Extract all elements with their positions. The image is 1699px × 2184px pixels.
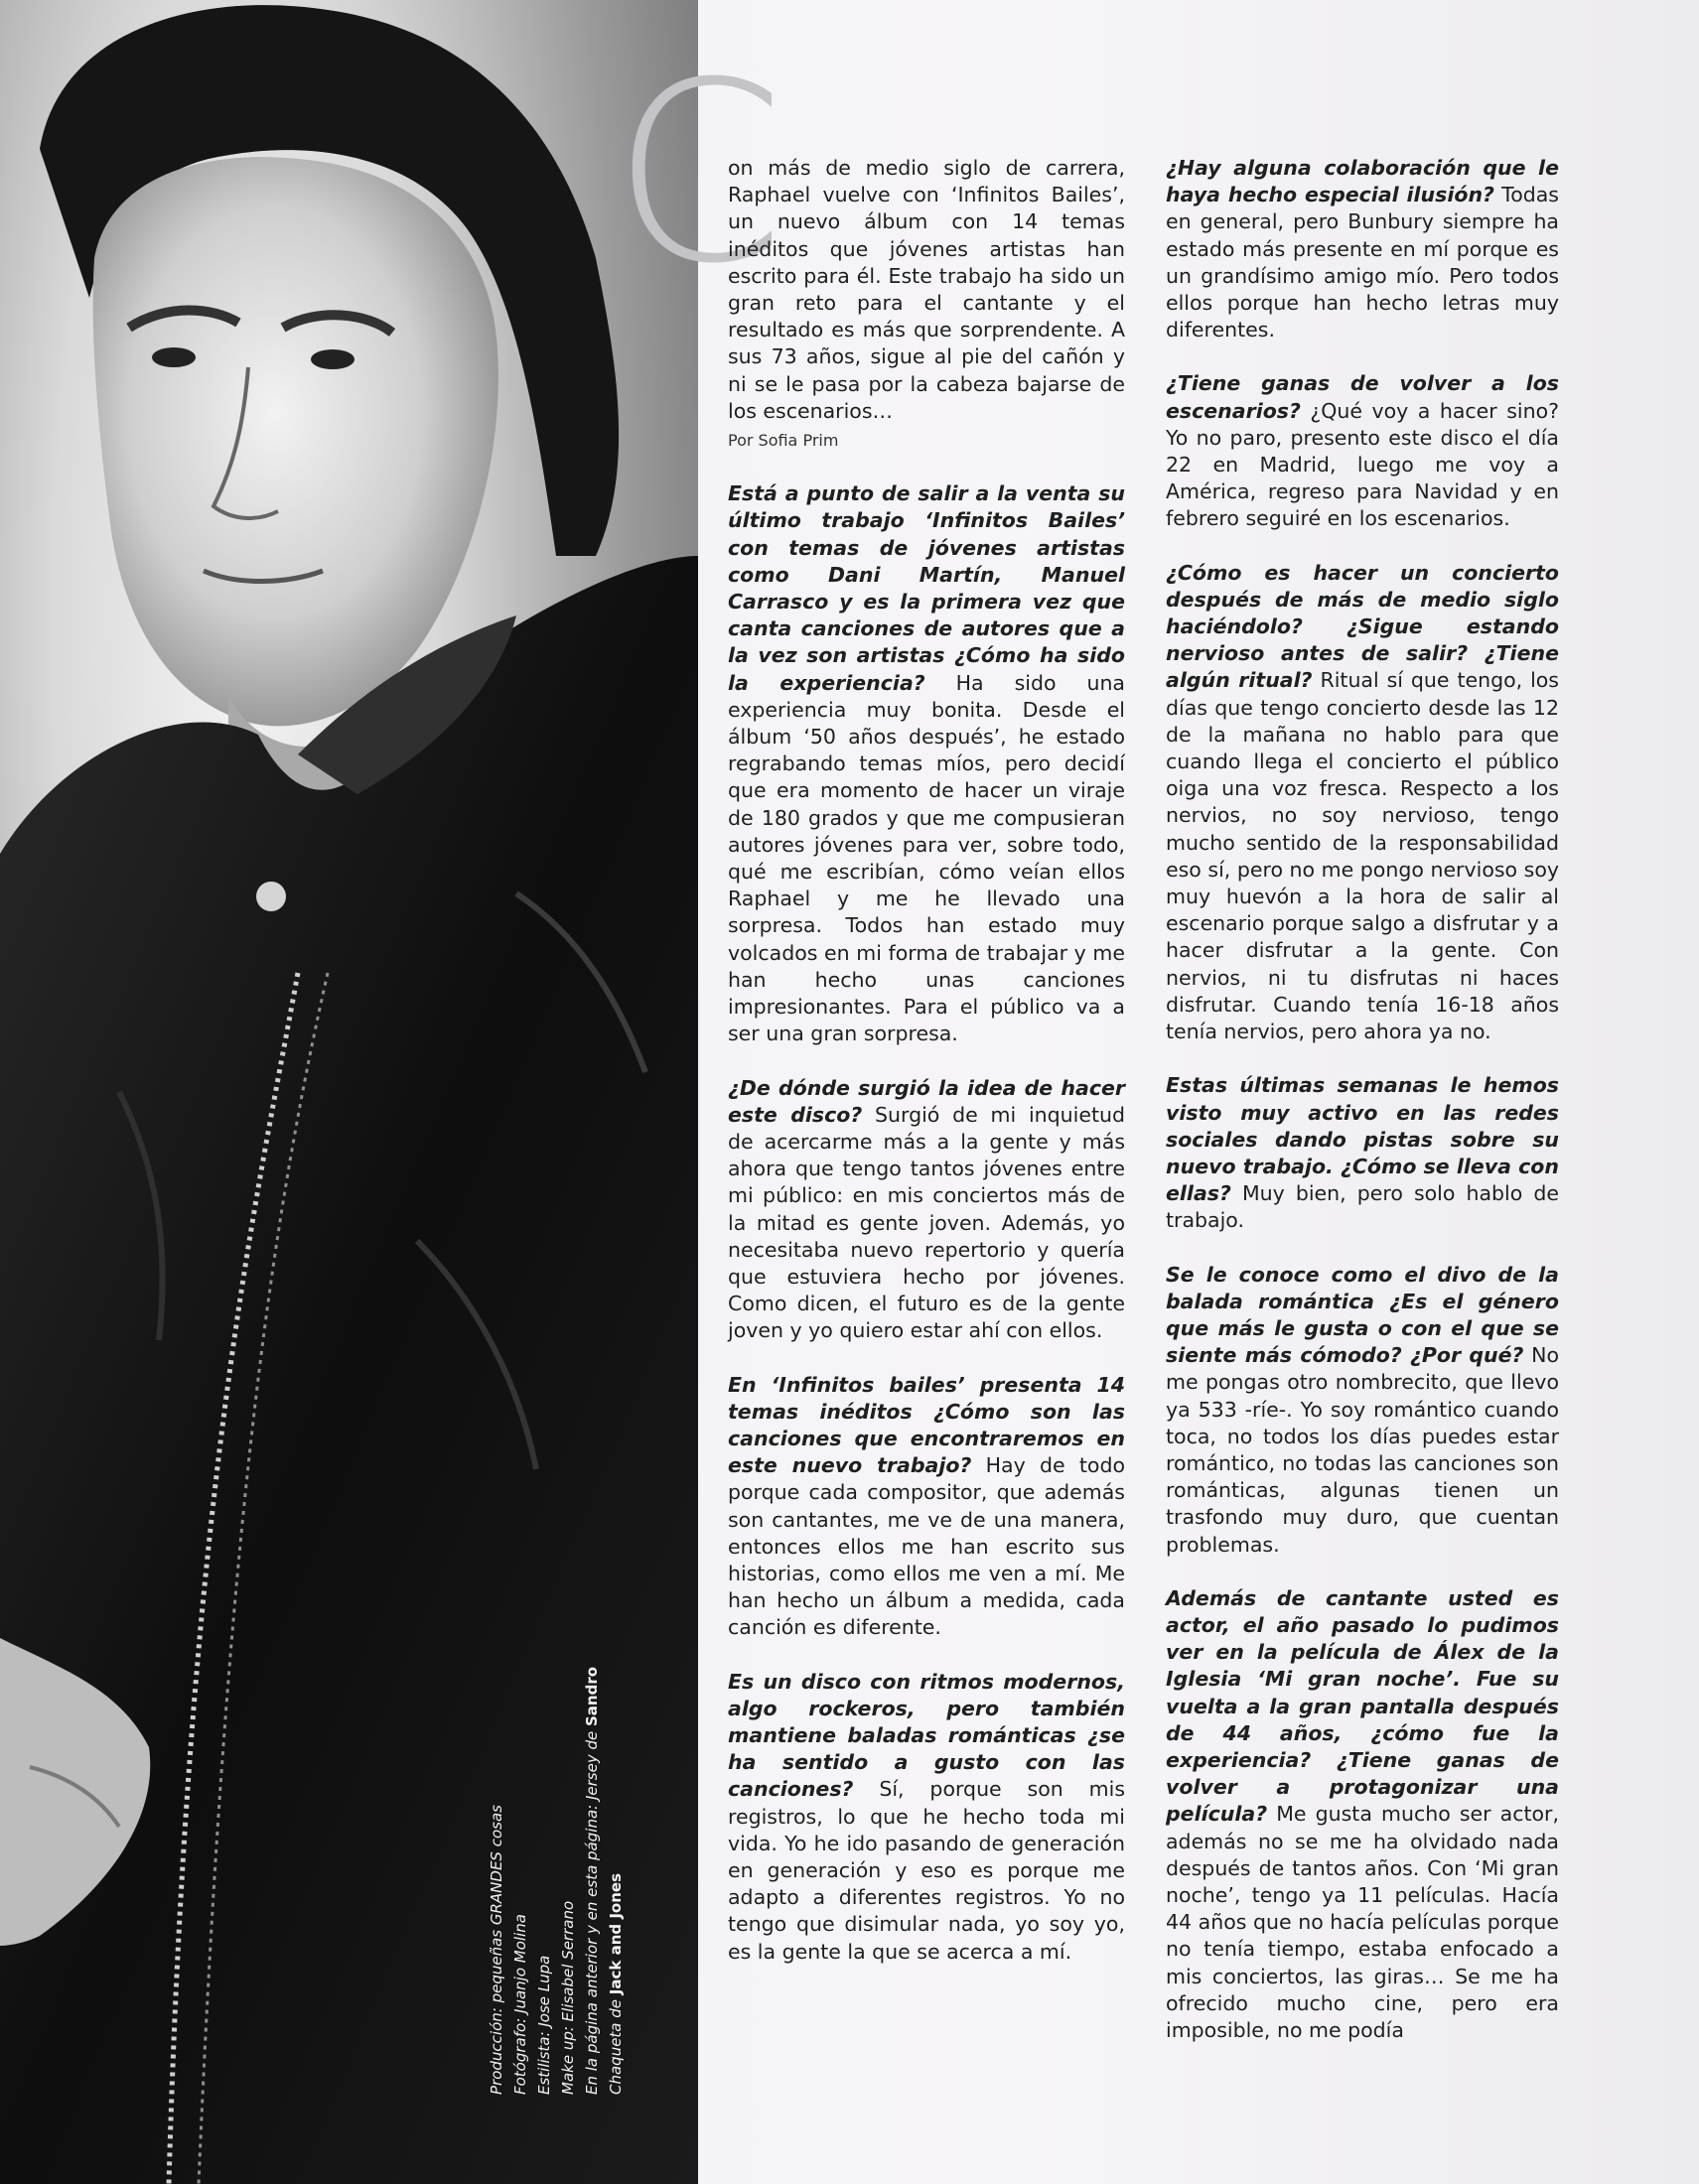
answer: Surgió de mi inquietud de acercarme más a la gente y más ahora que tengo tantos jóvenes entre mi público: en mis conciertos más de la mitad es gente joven. Además, yo necesitaba nuevo repertorio y quería que estuviera hecho por jóvenes. Como dicen, el futuro es de la gente joven y yo quiero estar ahí con ellos. — [728, 1102, 1125, 1343]
answer: Todas en general, pero Bunbury siempre ha estado más presente en mí porque es un grandísimo amigo mío. Pero todos ellos porque han hecho letras muy diferentes. — [1166, 183, 1559, 342]
qa-item — [728, 1075, 1125, 1345]
credit-note-prefix: En la página anterior y en esta página: Jersey de — [583, 1726, 601, 2095]
qa-item — [1166, 155, 1559, 343]
portrait-photo — [0, 0, 698, 2184]
article-column-2 — [1166, 155, 1559, 2071]
answer: Hay de todo porque cada compositor, que además son cantantes, me ve de una manera, entonces ellos me han escrito sus historias, como ellos me ven a mí. Me han hecho un álbum a medida, cada canción es diferente. — [728, 1453, 1125, 1640]
question: Es un disco con ritmos modernos, algo rockeros, pero también mantiene baladas románticas ¿se ha sentido a gusto con las canciones? — [728, 1669, 1125, 1802]
question: En ‘Infinitos bailes’ presenta 14 temas inéditos ¿Cómo son las canciones que encontraremos en este nuevo trabajo? — [728, 1372, 1125, 1478]
question: ¿De dónde surgió la idea de hacer este disco? — [728, 1075, 1125, 1127]
answer: Me gusta mucho ser actor, además no se me ha olvidado nada después de tantos años. Con ‘Mi gran noche’, tengo ya 11 películas. Hacía 44 años que no hacía películas porque no tenía tiempo, estaba enfocado a mis conciertos, las giras… Se me ha ofrecido mucho cine, pero era imposible, no me podía — [1166, 1802, 1559, 2042]
drop-cap: C — [612, 29, 785, 318]
question: Se le conoce como el divo de la balada romántica ¿Es el género que más le gusta o con el que se siente más cómodo? ¿Por qué? — [1166, 1262, 1559, 1368]
byline: Por Sofia Prim — [728, 431, 839, 451]
credit-fotografo: Fotógrafo: Juanjo Molina — [511, 1914, 529, 2095]
credit-makeup: Make up: Elisabel Serrano — [559, 1900, 577, 2095]
qa-item — [1166, 370, 1559, 532]
question: Además de cantante usted es actor, el año pasado lo pudimos ver en la película de Álex de la Iglesia ‘Mi gran noche’. Fue su vuelta a la gran pantalla después de 44 años, ¿cómo fue la experiencia? ¿Tiene ganas de volver a protagonizar una película? — [1166, 1585, 1559, 1827]
photo-credits — [485, 1667, 628, 2095]
answer: ¿Qué voy a hacer sino? Yo no paro, presento este disco el día 22 en Madrid, luego me voy a América, regreso para Navidad y en febrero seguiré en los escenarios. — [1166, 398, 1559, 531]
credit-chaqueta — [604, 1667, 628, 2095]
qa-item — [728, 480, 1125, 1047]
answer: Ha sido una experiencia muy bonita. Desde el álbum ‘50 años después’, he estado regrabando temas míos, pero decidí que era momento de hacer un viraje de 180 grados y que me compusieran autores jóvenes para ver, sobre todo, qué me escribían, cómo veían ellos Raphael y me he llevado una sorpresa. Todos han estado muy volcados en mi forma de trabajar y me han hecho unas canciones impresionantes. Para el público va a ser una gran sorpresa. — [728, 670, 1125, 1046]
question: ¿Tiene ganas de volver a los escenarios? — [1166, 371, 1559, 423]
qa-item — [1166, 1072, 1559, 1234]
answer: No me pongas otro nombrecito, que llevo ya 533 -ríe-. Yo soy romántico cuando toca, no todos los días puedes estar romántico, no todas las canciones son románticas, algunas tienen un trasfondo muy duro, que cuentan problemas. — [1166, 1343, 1559, 1557]
qa-item — [1166, 560, 1559, 1046]
credit-chaqueta-prefix: Chaqueta de — [607, 1994, 625, 2095]
question: Estas últimas semanas le hemos visto muy activo en las redes sociales dando pistas sobre su nuevo trabajo. ¿Cómo se lleva con ellas? — [1166, 1073, 1559, 1206]
question: ¿Cómo es hacer un concierto después de más de medio siglo haciéndolo? ¿Sigue estando nervioso antes de salir? ¿Tiene algún ritual? — [1166, 560, 1559, 693]
qa-item — [1166, 1585, 1559, 2044]
intro-paragraph — [728, 155, 1125, 454]
credit-note — [580, 1667, 604, 2095]
article-column-1 — [728, 155, 1125, 1992]
answer: Sí, porque son mis registros, lo que he hecho toda mi vida. Yo he ido pasando de generación en generación y eso es porque me adapto a diferentes registros. Yo no tengo que disimular nada, yo soy yo, es la gente la que se acerca a mí. — [728, 1777, 1125, 1964]
credit-note-brand: Sandro — [583, 1666, 601, 1726]
credit-estilista: Estilista: Jose Lupa — [535, 1955, 553, 2095]
qa-item — [1166, 1262, 1559, 1559]
credit-chaqueta-brand: Jack and Jones — [607, 1872, 625, 1995]
qa-item — [728, 1669, 1125, 1966]
question: Está a punto de salir a la venta su último trabajo ‘Infinitos Bailes’ con temas de jóvenes artistas como Dani Martín, Manuel Carrasco y es la primera vez que canta canciones de autores que a la vez son artistas ¿Cómo ha sido la experiencia? — [728, 481, 1125, 695]
qa-item — [728, 1372, 1125, 1642]
answer: Muy bien, pero solo hablo de trabajo. — [1166, 1181, 1559, 1233]
intro-text: on más de medio siglo de carrera, Raphael vuelve con ‘Infinitos Bailes’, un nuevo álbum con 14 temas inéditos que jóvenes artistas han escrito para él. Este trabajo ha sido un gran reto para el cantante y el resultado es más que sorprendente. A sus 73 años, sigue al pie del cañón y ni se le pasa por la cabeza bajarse de los escenarios… — [728, 156, 1125, 423]
question: ¿Hay alguna colaboración que le haya hecho especial ilusión? — [1166, 156, 1559, 207]
credit-produccion: Producción: pequeñas GRANDES cosas — [488, 1805, 505, 2095]
answer: Ritual sí que tengo, los días que tengo concierto desde las 12 de la mañana no hablo para que cuando llega el concierto el público oiga una voz fresca. Respecto a los nervios, no soy nervioso, tengo mucho sentido de la responsabilidad eso sí, pero no me pongo nervioso soy muy huevón a la hora de salir al escenario porque salgo a disfrutar y a hacer disfrutar a la gente. Con nervios, ni tu disfrutas ni haces disfrutar. Cuando tenía 16-18 años tenía nervios, pero ahora ya no. — [1166, 668, 1559, 1044]
